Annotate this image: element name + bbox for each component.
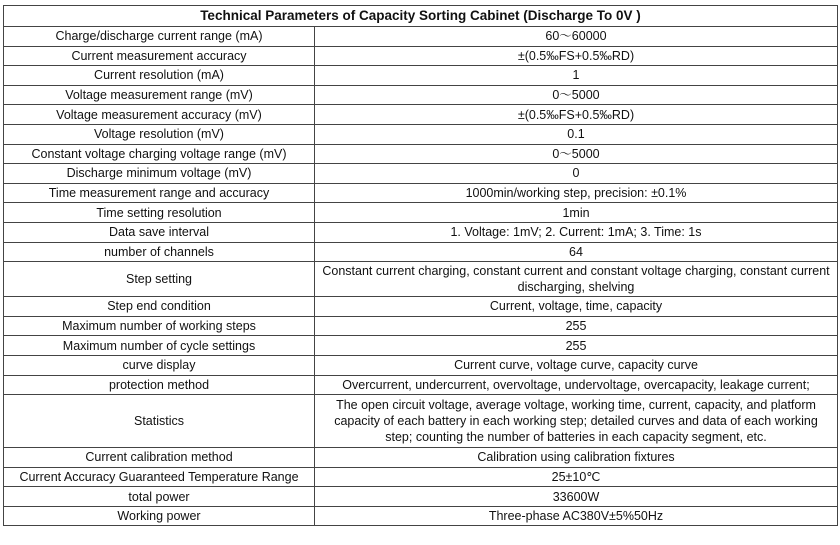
value-cell: 255: [315, 336, 838, 356]
value-cell: Three-phase AC380V±5%50Hz: [315, 506, 838, 526]
value-cell: Constant current charging, constant current and constant voltage charging, constant current discharging, shelving: [315, 262, 838, 297]
value-cell: 1min: [315, 203, 838, 223]
value-cell: 0: [315, 164, 838, 184]
table-row: [4, 375, 838, 395]
value-cell: ±(0.5‰FS+0.5‰RD): [315, 46, 838, 66]
param-cell: Voltage measurement accuracy (mV): [4, 105, 315, 125]
param-cell: Working power: [4, 506, 315, 526]
table-row: [4, 144, 838, 164]
table-row: [4, 448, 838, 468]
param-cell: Statistics: [4, 395, 315, 448]
table-row: [4, 222, 838, 242]
param-cell: Voltage measurement range (mV): [4, 85, 315, 105]
value-cell: Overcurrent, undercurrent, overvoltage, undervoltage, overcapacity, leakage current;: [315, 375, 838, 395]
table-row: [4, 46, 838, 66]
value-cell: 0～5000: [315, 85, 838, 105]
table-row: [4, 164, 838, 184]
value-cell: Current curve, voltage curve, capacity curve: [315, 355, 838, 375]
value-cell: 0.1: [315, 124, 838, 144]
table-title: Technical Parameters of Capacity Sorting Cabinet (Discharge To 0V ): [4, 6, 838, 27]
param-cell: number of channels: [4, 242, 315, 262]
value-cell: 1. Voltage: 1mV; 2. Current: 1mA; 3. Time: 1s: [315, 222, 838, 242]
table-row: [4, 355, 838, 375]
value-cell: 33600W: [315, 487, 838, 507]
table-row: [4, 506, 838, 526]
table-row: [4, 66, 838, 86]
value-cell: Current, voltage, time, capacity: [315, 297, 838, 317]
param-cell: Data save interval: [4, 222, 315, 242]
value-cell: 1: [315, 66, 838, 86]
param-cell: Constant voltage charging voltage range (mV): [4, 144, 315, 164]
table-row: [4, 316, 838, 336]
table-row: [4, 487, 838, 507]
param-cell: Current resolution (mA): [4, 66, 315, 86]
table-row: [4, 105, 838, 125]
param-cell: Maximum number of working steps: [4, 316, 315, 336]
value-cell: Calibration using calibration fixtures: [315, 448, 838, 468]
table-row: [4, 297, 838, 317]
table-row: [4, 467, 838, 487]
value-cell: 255: [315, 316, 838, 336]
param-cell: Time measurement range and accuracy: [4, 183, 315, 203]
value-cell: 1000min/working step, precision: ±0.1%: [315, 183, 838, 203]
param-cell: Maximum number of cycle settings: [4, 336, 315, 356]
value-cell: 0～5000: [315, 144, 838, 164]
param-cell: Current Accuracy Guaranteed Temperature Range: [4, 467, 315, 487]
param-cell: protection method: [4, 375, 315, 395]
value-cell: 60～60000: [315, 27, 838, 47]
param-cell: Voltage resolution (mV): [4, 124, 315, 144]
table-row: [4, 336, 838, 356]
param-cell: Discharge minimum voltage (mV): [4, 164, 315, 184]
parameters-table: [3, 5, 838, 526]
table-row: [4, 124, 838, 144]
value-cell: 25±10℃: [315, 467, 838, 487]
table-row: [4, 262, 838, 297]
table-row: [4, 183, 838, 203]
param-cell: Current calibration method: [4, 448, 315, 468]
param-cell: Charge/discharge current range (mA): [4, 27, 315, 47]
param-cell: curve display: [4, 355, 315, 375]
param-cell: total power: [4, 487, 315, 507]
value-cell: The open circuit voltage, average voltage, working time, current, capacity, and platform capacity of each battery in each working step; detailed curves and data of each working step; counting the number of batteries in each capacity segment, etc.: [315, 395, 838, 448]
param-cell: Step end condition: [4, 297, 315, 317]
table-row: [4, 27, 838, 47]
table-row: [4, 242, 838, 262]
param-cell: Step setting: [4, 262, 315, 297]
table-row: [4, 203, 838, 223]
table-row: [4, 395, 838, 448]
param-cell: Time setting resolution: [4, 203, 315, 223]
table-row: [4, 85, 838, 105]
value-cell: ±(0.5‰FS+0.5‰RD): [315, 105, 838, 125]
value-cell: 64: [315, 242, 838, 262]
param-cell: Current measurement accuracy: [4, 46, 315, 66]
